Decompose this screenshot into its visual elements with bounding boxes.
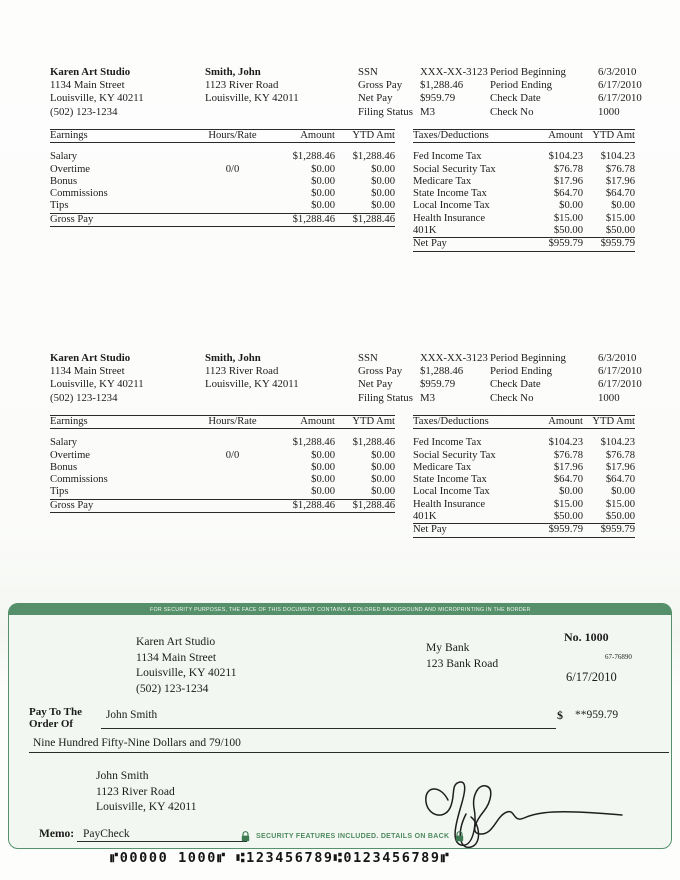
cell-amount: $0.00 [311, 474, 335, 486]
amount-header: Amount [300, 130, 335, 141]
gross-pay-value: $1,288.46 [420, 79, 464, 92]
payee-address-block [96, 768, 197, 815]
filing-status-label: Filing Status [358, 105, 413, 118]
employee-address1: 1123 River Road [205, 79, 279, 92]
gross-pay-label: Gross Pay [358, 79, 403, 92]
net-pay-label: Net Pay [358, 378, 393, 391]
cell-ytd: $15.00 [605, 498, 635, 510]
cell-ytd: $64.70 [605, 188, 635, 200]
summary-right-block [490, 66, 642, 119]
cell-amount: $1,288.46 [292, 499, 335, 511]
cell-ytd: $1,288.46 [352, 213, 395, 225]
check-date-label: Check Date [490, 378, 541, 391]
amount-in-words: Nine Hundred Fifty-Nine Dollars and 79/100 [33, 737, 241, 749]
cell-label: Bonus [50, 175, 78, 187]
pay-to-the-order-of-label [29, 707, 82, 730]
check-date: 6/17/2010 [566, 670, 617, 684]
cell-ytd: $959.79 [600, 238, 635, 250]
earnings-header-row [50, 130, 395, 143]
bank-name: My Bank [426, 641, 470, 654]
payee-address-name: John Smith [96, 769, 149, 782]
cell-hours [190, 188, 275, 200]
ytd-amt-header: YTD Amt [592, 416, 635, 427]
cell-hours [190, 213, 275, 226]
cell-amount: $0.00 [311, 163, 335, 175]
deduction-row-state-income-tax [413, 474, 635, 486]
employer-block [50, 352, 144, 405]
deduction-row-social-security-tax [413, 450, 635, 462]
pay-to-line2: Order Of [29, 717, 74, 730]
earnings-row-commissions [50, 188, 395, 200]
cell-hours [190, 499, 275, 512]
cell-label: State Income Tax [413, 474, 487, 486]
summary-filing-status [358, 106, 488, 119]
check-no-value: 1000 [598, 391, 620, 404]
ssn-label: SSN [358, 66, 378, 78]
check-no-label: Check No [490, 105, 534, 118]
cell-hours: 0/0 [225, 449, 240, 461]
dollar-sign: $ [557, 708, 563, 722]
cell-hours [190, 474, 275, 486]
cell-label: 401K [413, 511, 437, 523]
cell-ytd: $17.96 [605, 461, 635, 473]
cell-label: Health Insurance [413, 498, 486, 510]
cell-amount: $64.70 [553, 474, 583, 486]
gross-pay-label: Gross Pay [358, 365, 403, 378]
amount-numeric: **959.79 [575, 709, 619, 721]
spacer-row [413, 429, 635, 438]
cell-ytd: $0.00 [371, 163, 395, 175]
cell-ytd: $0.00 [371, 175, 395, 187]
cell-ytd: $0.00 [371, 461, 395, 473]
ytd-amt-header: YTD Amt [592, 130, 635, 141]
cell-label: Tips [50, 200, 69, 212]
summary-filing-status [358, 392, 488, 405]
pay-stub-1 [50, 66, 642, 266]
earnings-table [50, 129, 395, 227]
check [8, 603, 672, 849]
summary-right-block [490, 352, 642, 405]
cell-amount: $15.00 [553, 498, 583, 510]
earnings-header: Earnings [50, 416, 88, 427]
stub-header [50, 352, 642, 412]
cell-ytd: $50.00 [605, 225, 635, 237]
cell-hours [190, 151, 275, 163]
cell-hours [190, 437, 275, 449]
payee-address2: Louisville, KY 42011 [96, 800, 197, 814]
cell-ytd: $0.00 [371, 188, 395, 200]
cell-amount: $15.00 [553, 212, 583, 224]
security-banner-text: FOR SECURITY PURPOSES, THE FACE OF THIS DOCUMENT CONTAINS A COLORED BACKGROUND AND MICROPRINTING IN THE BORDER [149, 606, 531, 613]
employee-name: Smith, John [205, 352, 261, 364]
cell-label: Gross Pay [50, 499, 94, 511]
cell-amount: $0.00 [311, 461, 335, 473]
deduction-row-health-insurance [413, 213, 635, 225]
period-beginning-value: 6/3/2010 [598, 66, 637, 78]
bank-address: 123 Bank Road [426, 656, 499, 670]
cell-ytd: $1,288.46 [352, 151, 395, 163]
summary-ssn [358, 352, 488, 365]
summary-ssn [358, 66, 488, 79]
cell-label: Local Income Tax [413, 486, 490, 498]
cell-amount: $17.96 [553, 461, 583, 473]
padlock-icon [241, 831, 250, 842]
cell-amount: $76.78 [553, 163, 583, 175]
deduction-row-fed-income-tax [413, 151, 635, 163]
cell-label: Medicare Tax [413, 175, 472, 187]
employee-address2: Louisville, KY 42011 [205, 378, 299, 391]
cell-amount: $0.00 [559, 200, 583, 212]
pay-stub-2 [50, 352, 642, 552]
employer-name: Karen Art Studio [50, 352, 131, 364]
ytd-amt-header: YTD Amt [352, 416, 395, 427]
filing-status-label: Filing Status [358, 391, 413, 404]
deduction-row-state-income-tax [413, 188, 635, 200]
earnings-row-commissions [50, 474, 395, 486]
bank-block [426, 640, 498, 671]
check-date-value: 6/17/2010 [598, 378, 642, 391]
cell-amount: $1,288.46 [292, 151, 335, 163]
cell-label: Fed Income Tax [413, 151, 482, 163]
period-ending-value: 6/17/2010 [598, 365, 642, 378]
cell-label: State Income Tax [413, 188, 487, 200]
earnings-table [50, 415, 395, 513]
cell-amount: $50.00 [553, 225, 583, 237]
earnings-row-overtime [50, 164, 395, 176]
cell-amount: $959.79 [548, 524, 583, 536]
check-no-label: Check No [490, 391, 534, 404]
cell-label: 401K [413, 225, 437, 237]
cell-hours [190, 462, 275, 474]
summary-gross-pay [358, 79, 488, 92]
deductions-header-row [413, 416, 635, 429]
cell-ytd: $0.00 [611, 486, 635, 498]
cell-label: Net Pay [413, 238, 447, 250]
cell-ytd: $0.00 [371, 449, 395, 461]
cell-amount: $17.96 [553, 175, 583, 187]
employee-address1: 1123 River Road [205, 365, 279, 378]
summary-period-ending [490, 79, 642, 92]
deduction-row-local-income-tax [413, 486, 635, 498]
summary-check-no [490, 106, 642, 119]
cell-hours [190, 200, 275, 213]
earnings-row-tips [50, 486, 395, 499]
cell-ytd: $0.00 [371, 474, 395, 486]
signature [414, 772, 654, 856]
summary-period-ending [490, 365, 642, 378]
payer-address1: 1134 Main Street [136, 650, 217, 664]
employer-address2: Louisville, KY 40211 [50, 92, 144, 105]
summary-left-block [358, 352, 488, 405]
cell-hours [190, 486, 275, 499]
cell-hours: 0/0 [225, 163, 240, 175]
check-date-value: 6/17/2010 [598, 92, 642, 105]
cell-amount: $959.79 [548, 238, 583, 250]
memo-label: Memo: [39, 828, 75, 840]
check-no-value: 1000 [598, 105, 620, 118]
padlock-icon [455, 831, 464, 842]
ytd-amt-header: YTD Amt [352, 130, 395, 141]
summary-check-date [490, 92, 642, 105]
net-pay-value: $959.79 [420, 378, 456, 391]
cell-amount: $50.00 [553, 511, 583, 523]
cell-ytd: $76.78 [605, 449, 635, 461]
employer-block [50, 66, 144, 119]
cell-label: Overtime [50, 163, 91, 175]
cell-hours [190, 176, 275, 188]
cell-ytd: $64.70 [605, 474, 635, 486]
summary-left-block [358, 66, 488, 119]
employer-name: Karen Art Studio [50, 66, 131, 78]
employer-address1: 1134 Main Street [50, 79, 125, 92]
deduction-row-social-security-tax [413, 164, 635, 176]
cell-ytd: $50.00 [605, 511, 635, 523]
earnings-row-bonus [50, 176, 395, 188]
employee-block [205, 352, 299, 392]
employee-address2: Louisville, KY 42011 [205, 92, 299, 105]
payer-name: Karen Art Studio [136, 635, 216, 648]
cell-label: Commissions [50, 474, 108, 486]
cell-ytd: $0.00 [371, 486, 395, 498]
employer-phone: (502) 123-1234 [50, 391, 118, 404]
summary-gross-pay [358, 365, 488, 378]
employer-address2: Louisville, KY 40211 [50, 378, 144, 391]
payer-address2: Louisville, KY 40211 [136, 666, 237, 680]
amount-header: Amount [300, 416, 335, 427]
cell-amount: $0.00 [311, 188, 335, 200]
check-number: No. 1000 [564, 630, 609, 644]
cell-label: Salary [50, 151, 78, 163]
check-payer-block [136, 634, 237, 696]
amount-header: Amount [548, 416, 583, 427]
gross-pay-value: $1,288.46 [420, 365, 464, 378]
earnings-row-overtime [50, 450, 395, 462]
taxes-deductions-header: Taxes/Deductions [413, 130, 489, 141]
summary-net-pay [358, 92, 488, 105]
cell-ytd: $15.00 [605, 212, 635, 224]
period-beginning-value: 6/3/2010 [598, 352, 637, 364]
cell-ytd: $959.79 [600, 524, 635, 536]
cell-label: Tips [50, 486, 69, 498]
deduction-row-medicare-tax [413, 176, 635, 188]
cell-ytd: $17.96 [605, 175, 635, 187]
cell-ytd: $1,288.46 [352, 437, 395, 449]
deductions-table [413, 129, 635, 252]
employee-block [205, 66, 299, 106]
cell-ytd: $0.00 [611, 200, 635, 212]
deduction-row-fed-income-tax [413, 437, 635, 449]
check-date-label: Check Date [490, 92, 541, 105]
cell-amount: $64.70 [553, 188, 583, 200]
earnings-row-gross-pay [50, 213, 395, 226]
payer-phone: (502) 123-1234 [136, 681, 209, 695]
period-ending-value: 6/17/2010 [598, 79, 642, 92]
payee-underline [101, 728, 556, 729]
net-pay-value: $959.79 [420, 92, 456, 105]
earnings-row-salary [50, 437, 395, 449]
period-ending-label: Period Ending [490, 365, 553, 378]
cell-amount: $104.23 [548, 151, 583, 163]
earnings-row-tips [50, 200, 395, 213]
micr-line: ⑈00000 1000⑈ ⑆123456789⑆0123456789⑈ [110, 850, 451, 866]
deduction-row-net-pay [413, 524, 635, 537]
hours-rate-header: Hours/Rate [208, 416, 257, 427]
cell-amount: $0.00 [559, 486, 583, 498]
employee-name: Smith, John [205, 66, 261, 78]
deductions-table [413, 415, 635, 538]
earnings-header: Earnings [50, 130, 88, 141]
spacer-row [413, 143, 635, 152]
security-note [241, 831, 464, 842]
deduction-row-medicare-tax [413, 462, 635, 474]
ssn-value: XXX-XX-3123 [420, 66, 488, 78]
spacer-row [50, 429, 395, 438]
filing-status-value: M3 [420, 105, 435, 118]
payee-address1: 1123 River Road [96, 784, 175, 798]
cell-label: Medicare Tax [413, 461, 472, 473]
cell-label: Net Pay [413, 524, 447, 536]
period-ending-label: Period Ending [490, 79, 553, 92]
cell-ytd: $1,288.46 [352, 499, 395, 511]
cell-label: Local Income Tax [413, 200, 490, 212]
employer-phone: (502) 123-1234 [50, 105, 118, 118]
earnings-header-row [50, 416, 395, 429]
net-pay-label: Net Pay [358, 92, 393, 105]
cell-ytd: $104.23 [600, 437, 635, 449]
deduction-row-401k [413, 511, 635, 524]
cell-label: Fed Income Tax [413, 437, 482, 449]
deduction-row-health-insurance [413, 499, 635, 511]
hours-rate-header: Hours/Rate [208, 130, 257, 141]
cell-ytd: $104.23 [600, 151, 635, 163]
cell-label: Health Insurance [413, 212, 486, 224]
earnings-row-gross-pay [50, 499, 395, 512]
cell-amount: $104.23 [548, 437, 583, 449]
cell-amount: $0.00 [311, 175, 335, 187]
summary-period-beginning [490, 66, 642, 79]
security-note-text: SECURITY FEATURES INCLUDED. DETAILS ON BACK [256, 833, 450, 840]
earnings-row-bonus [50, 462, 395, 474]
stub-header [50, 66, 642, 126]
spacer-row [50, 143, 395, 152]
period-beginning-label: Period Beginning [490, 352, 566, 364]
amount-words-underline [29, 752, 669, 753]
security-banner-bar [9, 604, 671, 615]
payee-name: John Smith [106, 709, 158, 721]
cell-label: Commissions [50, 188, 108, 200]
cell-label: Social Security Tax [413, 449, 496, 461]
cell-ytd: $76.78 [605, 163, 635, 175]
cell-amount: $1,288.46 [292, 213, 335, 225]
filing-status-value: M3 [420, 391, 435, 404]
summary-check-no [490, 392, 642, 405]
cell-amount: $76.78 [553, 449, 583, 461]
deductions-header-row [413, 130, 635, 143]
memo-value: PayCheck [77, 828, 247, 842]
deduction-row-local-income-tax [413, 200, 635, 212]
pay-to-line1: Pay To The [29, 706, 82, 718]
amount-header: Amount [548, 130, 583, 141]
deduction-row-net-pay [413, 238, 635, 251]
deduction-row-401k [413, 225, 635, 238]
ssn-value: XXX-XX-3123 [420, 352, 488, 364]
employer-address1: 1134 Main Street [50, 365, 125, 378]
cell-label: Salary [50, 437, 78, 449]
cell-label: Bonus [50, 461, 78, 473]
cell-label: Overtime [50, 449, 91, 461]
bank-fraction-number: 67-76890 [605, 653, 632, 661]
summary-check-date [490, 378, 642, 391]
cell-amount: $0.00 [311, 200, 335, 212]
cell-ytd: $0.00 [371, 200, 395, 212]
cell-label: Gross Pay [50, 213, 94, 225]
summary-period-beginning [490, 352, 642, 365]
memo-row [39, 828, 247, 842]
cell-amount: $0.00 [311, 449, 335, 461]
taxes-deductions-header: Taxes/Deductions [413, 416, 489, 427]
cell-label: Social Security Tax [413, 163, 496, 175]
period-beginning-label: Period Beginning [490, 66, 566, 78]
cell-amount: $0.00 [311, 486, 335, 498]
ssn-label: SSN [358, 352, 378, 364]
summary-net-pay [358, 378, 488, 391]
earnings-row-salary [50, 151, 395, 163]
cell-amount: $1,288.46 [292, 437, 335, 449]
